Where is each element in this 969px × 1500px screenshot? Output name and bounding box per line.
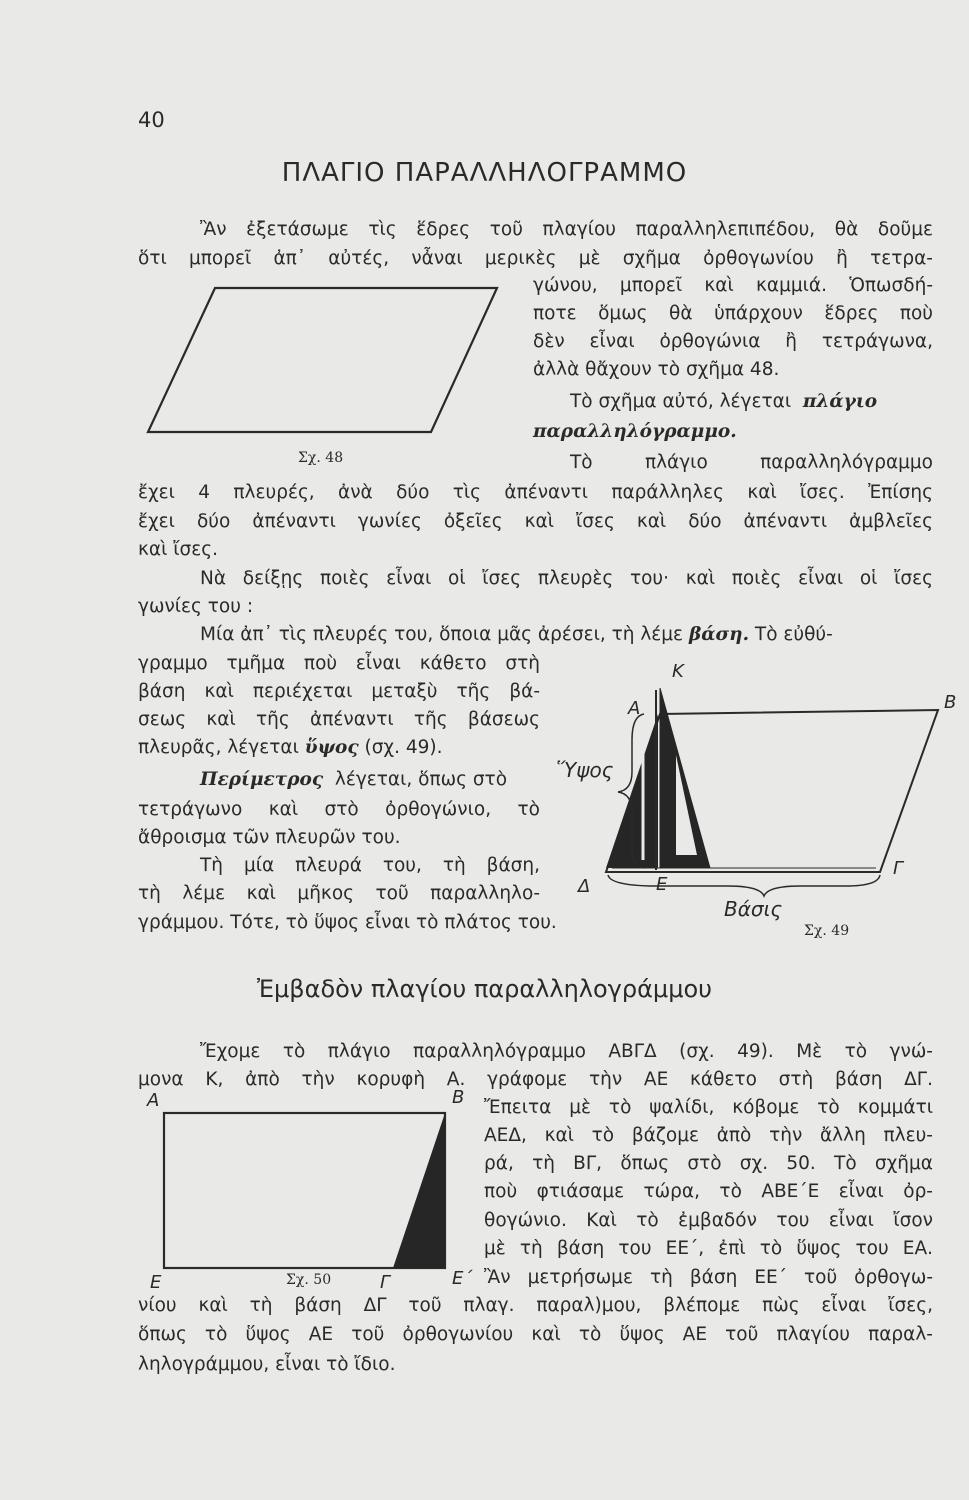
text-line: πλευρᾶς, λέγεται ὕψος (σχ. 49). <box>138 737 443 758</box>
term-parallilogrammo: παραλληλόγραμμο. <box>533 421 737 442</box>
text-line: ποτε ὅμως θὰ ὑπάρχουν ἕδρες ποὺ <box>533 303 933 324</box>
text-line: θογώνιο. Καὶ τὸ ἐμβαδόν του εἶναι ἴσον <box>484 1210 933 1231</box>
page-number: 40 <box>138 108 165 132</box>
fig49-label-E: Ε <box>656 874 668 895</box>
text-line: ΑΕΔ, καὶ τὸ βάζομε ἀπὸ τὴν ἄλλη πλευ- <box>484 1125 933 1146</box>
text-line: Τὸ σχῆμα αὐτό, λέγεται πλάγιο <box>570 391 878 412</box>
fig50-label-E-prime: Ε΄ <box>452 1268 473 1289</box>
text-line: ληλογράμμου, εἶναι τὸ ἴδιο. <box>138 1354 396 1375</box>
text-line: ὅτι μπορεῖ ἀπ᾽ αὐτές, νἆναι μερικὲς μὲ σχῆμα ὀρθογωνίου ἢ τετρα- <box>138 248 933 269</box>
fig49-label-D: Δ <box>578 876 591 897</box>
text-line: καὶ ἴσες. <box>138 539 218 560</box>
term-perimetros: Περίμετρος <box>200 769 324 790</box>
fig50-label-G: Γ <box>380 1272 391 1293</box>
text-line: βάση καὶ περιέχεται μεταξὺ τῆς βά- <box>138 681 540 702</box>
text-line: Ἂν μετρήσωμε τὴ βάση ΕΕ΄ τοῦ ὀρθογω- <box>484 1267 933 1288</box>
text-line: ἔχει δύο ἀπέναντι γωνίες ὀξεῖες καὶ ἴσες καὶ δύο ἀπέναντι ἀμβλεῖες <box>138 511 933 532</box>
text-line: ποὺ φτιάσαμε τώρα, τὸ ΑΒΕ΄Ε εἶναι ὀρ- <box>484 1181 933 1202</box>
text-line: Περίμετρος λέγεται, ὅπως στὸ <box>200 769 508 790</box>
text-line: τετράγωνο καὶ στὸ ὀρθογώνιο, τὸ <box>138 799 540 820</box>
text-line: Νὰ δείξῃς ποιὲς εἶναι οἱ ἴσες πλευρὲς του· καὶ ποιὲς εἶναι οἱ ἴσες <box>200 568 933 589</box>
text-line: σεως καὶ τῆς ἀπέναντι τῆς βάσεως <box>138 709 540 730</box>
fig49-label-vasis: Βάσις <box>724 897 783 921</box>
fig49-label-B: Β <box>944 692 957 713</box>
text-line: Ἂν ἐξετάσωμε τὶς ἕδρες τοῦ πλαγίου παραλληλεπιπέδου, θὰ δοῦμε <box>200 219 933 240</box>
fig50-label-E: Ε <box>150 1272 162 1293</box>
text-line: Τὴ μία πλευρά του, τὴ βάση, <box>200 855 540 876</box>
text-line: Ἔχομε τὸ πλάγιο παραλληλόγραμμο ΑΒΓΔ (σχ. 49). Μὲ τὸ γνώ- <box>200 1041 933 1062</box>
term-ypsos: ὕψος <box>304 737 359 758</box>
text-line: γραμμο τμῆμα ποὺ εἶναι κάθετο στὴ <box>138 653 540 674</box>
fig50-moved-triangle <box>393 1113 445 1268</box>
term-vasi: βάση. <box>688 624 750 645</box>
text-line: γωνίες του : <box>138 596 254 617</box>
fig50-label-B: Β <box>452 1087 465 1108</box>
text-line: μονα Κ, ἀπὸ τὴν κορυφὴ Α. γράφομε τὴν ΑΕ κάθετο στὴ βάση ΔΓ. <box>138 1069 933 1090</box>
fig50-label-A: Α <box>147 1090 160 1111</box>
text-line: δὲν εἶναι ὀρθογώνια ἢ τετράγωνα, <box>533 331 933 352</box>
fig49-caption: Σχ. 49 <box>804 923 850 939</box>
fig49-label-ypsos: Ὕψος <box>556 758 614 782</box>
text-line: γράμμου. Τότε, τὸ ὕψος εἶναι τὸ πλάτος του. <box>138 912 557 933</box>
fig49-label-A: Α <box>628 698 641 719</box>
page-title: ΠΛΑΓΙΟ ΠΑΡΑΛΛΗΛΟΓΡΑΜΜΟ <box>281 158 688 188</box>
text-line: Ἔπειτα μὲ τὸ ψαλίδι, κόβομε τὸ κομμάτι <box>484 1097 933 1118</box>
text-line: Τὸ πλάγιο παραλληλόγραμμο <box>570 452 933 473</box>
text-line: τὴ λέμε καὶ μῆκος τοῦ παραλληλο- <box>138 883 540 904</box>
fig49-label-G: Γ <box>893 858 904 879</box>
text-line: ρά, τὴ ΒΓ, ὅπως στὸ σχ. 50. Τὸ σχῆμα <box>484 1153 933 1174</box>
text-line: νίου καὶ τὴ βάση ΔΓ τοῦ πλαγ. παραλ)μου, βλέπομε πὼς εἶναι ἴσες, <box>138 1295 933 1316</box>
text-line: Μία ἀπ᾽ τὶς πλευρές του, ὅποια μᾶς ἀρέσει, τὴ λέμε βάση. Τὸ εὐθύ- <box>200 624 833 645</box>
term-plagio: πλάγιο <box>802 391 878 412</box>
section-subtitle: Ἐμβαδὸν πλαγίου παραλληλογράμμου <box>256 975 713 1003</box>
fig50-caption: Σχ. 50 <box>286 1272 332 1288</box>
text-line: γώνου, μπορεῖ καὶ καμμιά. Ὁπωσδή- <box>533 275 933 296</box>
fig49-label-K: Κ <box>672 661 684 682</box>
text-line: ἔχει 4 πλευρές, ἀνὰ δύο τὶς ἀπέναντι παράλληλες καὶ ἴσες. Ἐπίσης <box>138 482 933 503</box>
text-line: ὅπως τὸ ὕψος ΑΕ τοῦ ὀρθογωνίου καὶ τὸ ὕψος ΑΕ τοῦ πλαγίου παραλ- <box>138 1324 933 1345</box>
text-line: μὲ τὴ βάση του ΕΕ΄, ἐπὶ τὸ ὕψος του ΕΑ. <box>484 1238 933 1259</box>
text-line: ἄθροισμα τῶν πλευρῶν του. <box>138 827 401 848</box>
fig48-caption: Σχ. 48 <box>298 450 344 466</box>
text-line: ἀλλὰ θἄχουν τὸ σχῆμα 48. <box>533 359 780 380</box>
